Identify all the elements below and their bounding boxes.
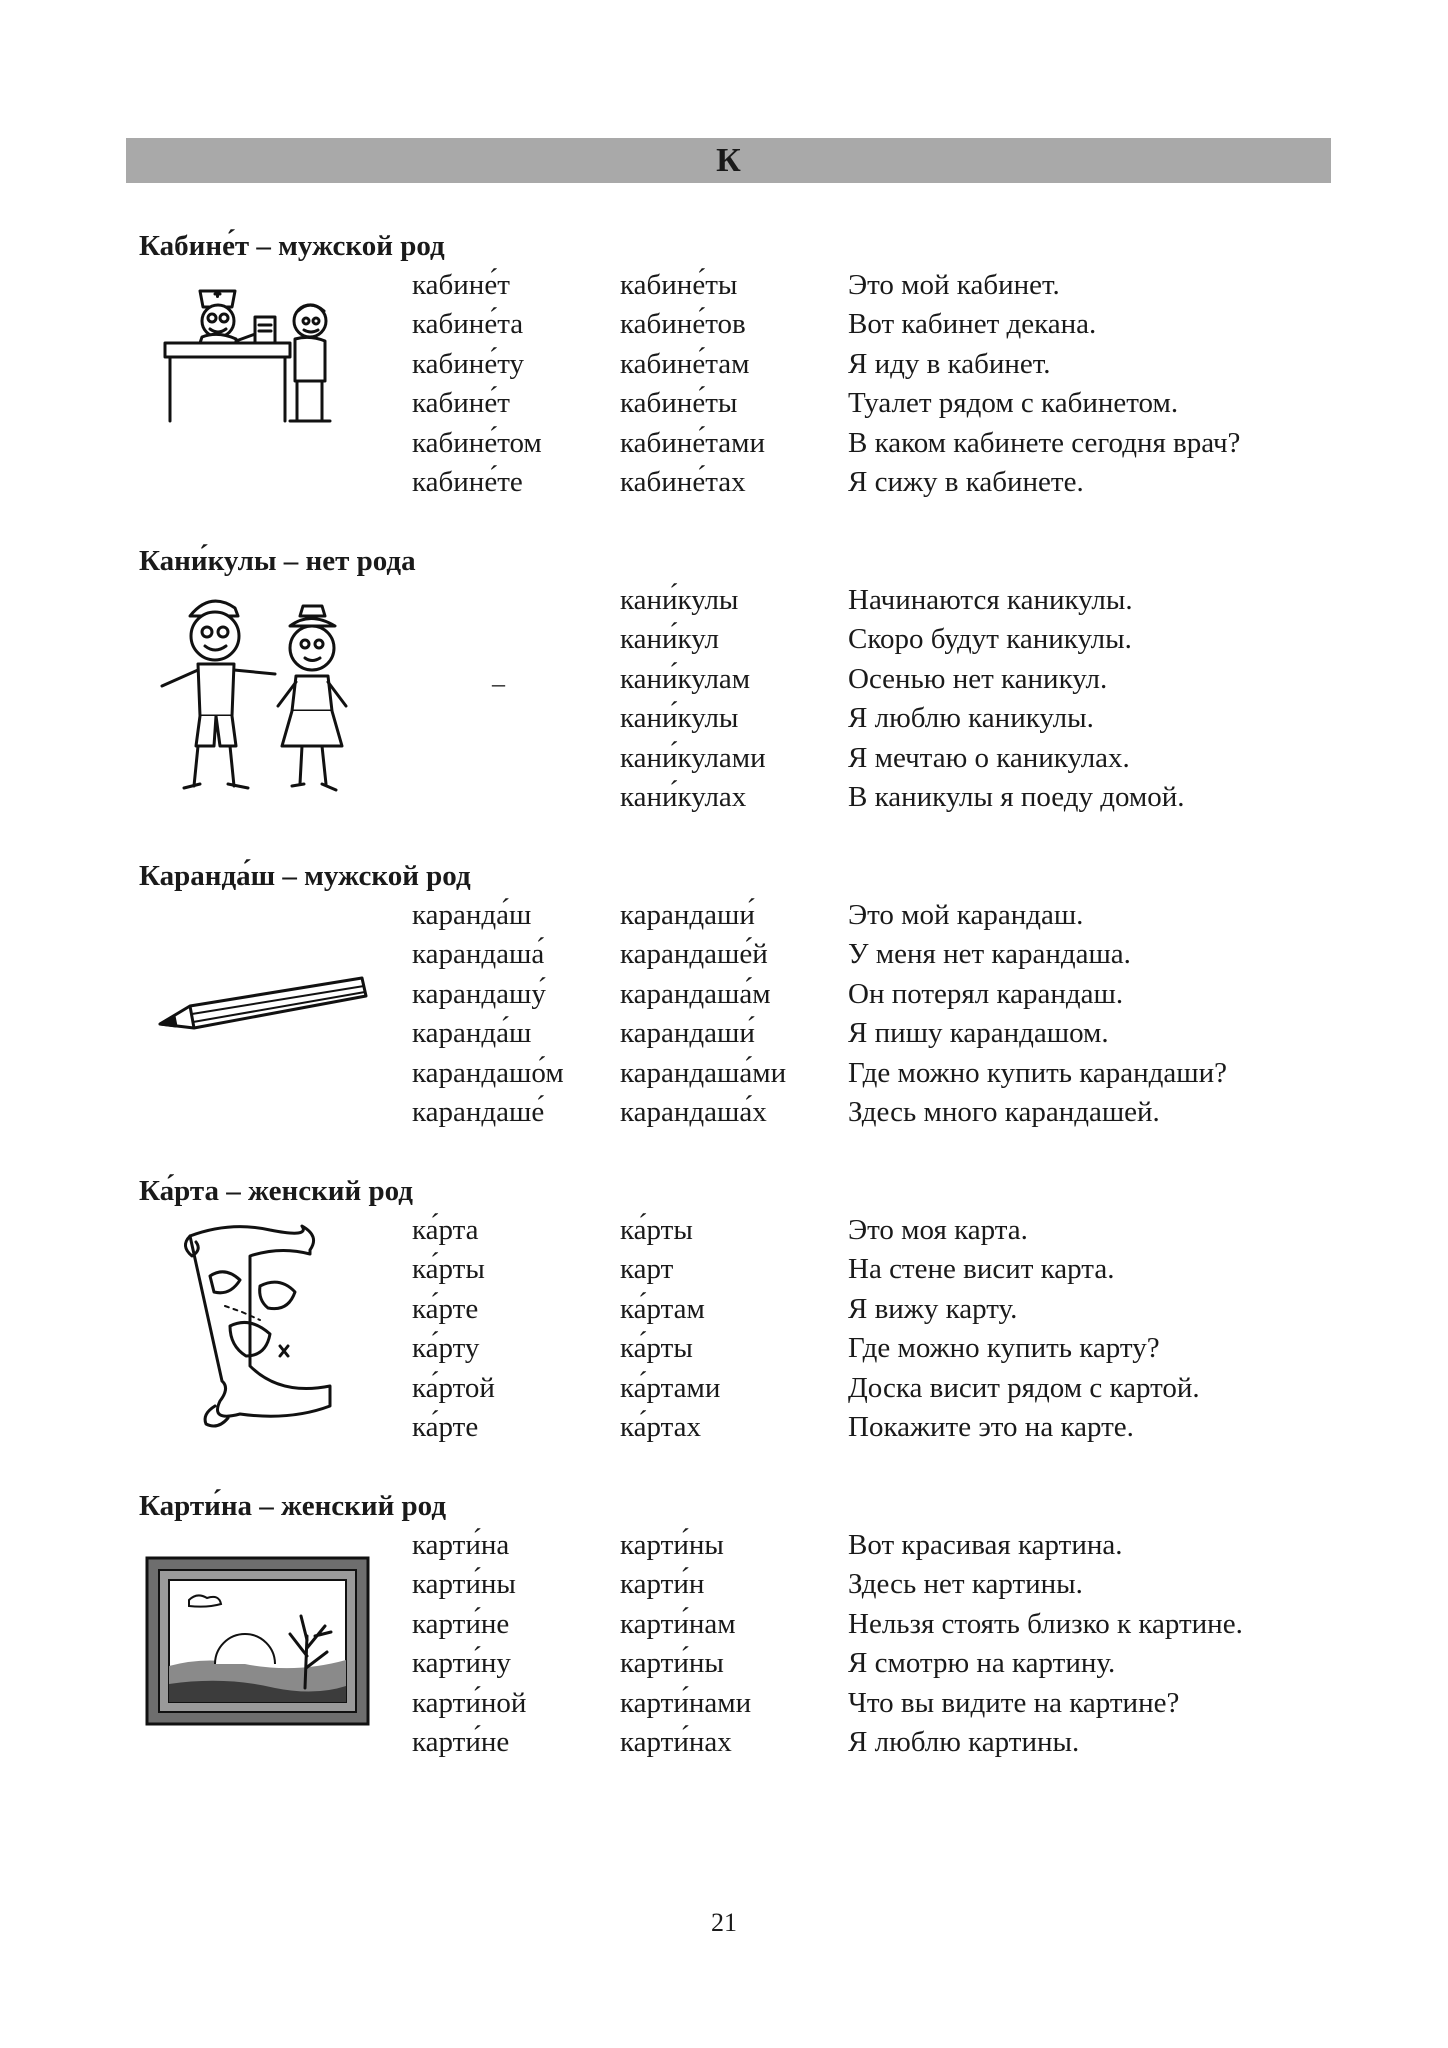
singular-form: ка́ртой bbox=[412, 1371, 495, 1404]
plural-form: кабине́ты bbox=[620, 387, 738, 420]
letter-heading: К bbox=[716, 142, 741, 179]
plural-forms bbox=[620, 896, 786, 1132]
singular-form: карандашу́ bbox=[412, 977, 546, 1010]
singular-form: карти́ны bbox=[412, 1568, 516, 1601]
plural-form: кани́кулы bbox=[620, 584, 739, 616]
example-sentence: Что вы видите на картине? bbox=[848, 1686, 1180, 1719]
singular-form: каранда́ш bbox=[412, 899, 532, 931]
example-sentence: Начинаются каникулы. bbox=[848, 584, 1133, 616]
example-sentence: В каникулы я поеду домой. bbox=[848, 780, 1185, 813]
singular-form: ка́рте bbox=[412, 1292, 479, 1325]
entry-kartina bbox=[0, 1486, 1448, 1786]
example-sentences bbox=[848, 1211, 1200, 1447]
boy-and-girl-drawing bbox=[150, 586, 370, 801]
example-sentence: Я мечтаю о каникулах. bbox=[848, 741, 1130, 774]
plural-form: карти́нах bbox=[620, 1725, 732, 1758]
plural-form: карти́нами bbox=[620, 1686, 752, 1719]
singular-form: ка́рты bbox=[412, 1253, 485, 1286]
plural-form: карти́нам bbox=[620, 1607, 736, 1640]
example-sentence: Я люблю каникулы. bbox=[848, 702, 1094, 735]
map-scroll-drawing bbox=[170, 1216, 350, 1436]
letter-heading-bar bbox=[126, 138, 1331, 183]
singular-form: ка́рте bbox=[412, 1410, 479, 1443]
plural-form: карандаши́ bbox=[620, 899, 755, 931]
plural-form: карандаша́м bbox=[620, 977, 771, 1010]
example-sentence: Вот кабинет декана. bbox=[848, 308, 1097, 341]
framed-landscape-picture bbox=[145, 1556, 370, 1726]
plural-form: карт bbox=[620, 1253, 674, 1286]
plural-form: кабине́ты bbox=[620, 269, 738, 301]
example-sentence: Это мой карандаш. bbox=[848, 899, 1084, 931]
singular-form: кабине́т bbox=[412, 387, 510, 420]
plural-form: кани́кулы bbox=[620, 702, 739, 735]
no-singular-dash: – bbox=[492, 669, 505, 698]
singular-form: ка́рта bbox=[412, 1214, 479, 1246]
plural-forms bbox=[620, 581, 766, 817]
example-sentence: Осенью нет каникул. bbox=[848, 662, 1108, 695]
example-sentences bbox=[848, 1526, 1243, 1762]
plural-form: кабине́тами bbox=[620, 426, 765, 459]
example-sentence: Я смотрю на картину. bbox=[848, 1647, 1116, 1680]
example-sentence: Здесь много карандашей. bbox=[848, 1095, 1160, 1128]
plural-form: кани́кулами bbox=[620, 741, 766, 774]
example-sentence: Где можно купить карту? bbox=[848, 1332, 1160, 1365]
plural-forms bbox=[620, 1211, 720, 1447]
plural-form: карти́ны bbox=[620, 1529, 724, 1561]
singular-form: карти́на bbox=[412, 1529, 510, 1561]
example-sentence: Я вижу карту. bbox=[848, 1292, 1018, 1325]
plural-form: кани́кул bbox=[620, 623, 719, 656]
entry-title: Кани́кулы – нет рода bbox=[139, 545, 416, 577]
plural-form: карандаша́х bbox=[620, 1095, 767, 1128]
plural-form: кабине́тов bbox=[620, 308, 746, 341]
entry-title: Кабине́т – мужской род bbox=[139, 230, 445, 262]
plural-form: карандаши́ bbox=[620, 1017, 755, 1050]
singular-form: каранда́ш bbox=[412, 1017, 532, 1050]
singular-form: ка́рту bbox=[412, 1332, 480, 1365]
entry-title: Каранда́ш – мужской род bbox=[139, 860, 471, 892]
plural-form: карандаша́ми bbox=[620, 1056, 787, 1089]
plural-form: карти́ны bbox=[620, 1647, 724, 1680]
singular-form: карти́ну bbox=[412, 1647, 511, 1680]
singular-forms bbox=[412, 266, 542, 502]
example-sentence: Я пишу карандашом. bbox=[848, 1017, 1109, 1050]
example-sentence: Он потерял карандаш. bbox=[848, 977, 1124, 1010]
page-number: 21 bbox=[711, 1908, 737, 1937]
example-sentence: Нельзя стоять близко к картине. bbox=[848, 1607, 1243, 1640]
singular-form: кабине́ту bbox=[412, 347, 524, 380]
entry-kabinet bbox=[0, 226, 1448, 526]
example-sentence: Скоро будут каникулы. bbox=[848, 623, 1132, 656]
plural-form: карандаше́й bbox=[620, 938, 768, 971]
plural-form: карти́н bbox=[620, 1568, 705, 1601]
singular-forms bbox=[412, 896, 564, 1132]
entry-title: Карти́на – женский род bbox=[139, 1490, 446, 1522]
singular-form: карти́ной bbox=[412, 1686, 527, 1719]
plural-form: кабине́тах bbox=[620, 465, 746, 498]
plural-form: ка́ртами bbox=[620, 1371, 721, 1404]
example-sentence: У меня нет карандаша. bbox=[848, 938, 1131, 971]
plural-form: ка́ртам bbox=[620, 1292, 705, 1325]
plural-form: кани́кулам bbox=[620, 662, 751, 695]
example-sentence: В каком кабинете сегодня врач? bbox=[848, 426, 1241, 459]
singular-form: карти́не bbox=[412, 1725, 510, 1758]
singular-form: кабине́те bbox=[412, 465, 523, 498]
example-sentence: Туалет рядом с кабинетом. bbox=[848, 387, 1179, 420]
example-sentence: Я сижу в кабинете. bbox=[848, 465, 1084, 498]
example-sentence: Здесь нет картины. bbox=[848, 1568, 1083, 1601]
example-sentences bbox=[848, 581, 1185, 817]
plural-forms bbox=[620, 1526, 751, 1762]
plural-form: кани́кулах bbox=[620, 780, 747, 813]
doctor-and-patient-drawing bbox=[140, 281, 340, 441]
entry-kanikuly bbox=[0, 541, 1448, 841]
singular-form: карандаша́ bbox=[412, 938, 545, 971]
singular-form: карандашо́м bbox=[412, 1056, 564, 1089]
example-sentence: Доска висит рядом с картой. bbox=[848, 1371, 1200, 1404]
example-sentence: На стене висит карта. bbox=[848, 1253, 1115, 1286]
plural-form: ка́рты bbox=[620, 1214, 693, 1246]
example-sentence: Это мой кабинет. bbox=[848, 269, 1060, 301]
example-sentence: Вот красивая картина. bbox=[848, 1529, 1123, 1561]
plural-form: ка́ртах bbox=[620, 1410, 702, 1443]
example-sentence: Это моя карта. bbox=[848, 1214, 1028, 1246]
singular-forms bbox=[412, 1526, 526, 1762]
example-sentences bbox=[848, 266, 1240, 502]
singular-form: кабине́т bbox=[412, 269, 510, 301]
plural-form: кабине́там bbox=[620, 347, 750, 380]
entry-karta bbox=[0, 1171, 1448, 1471]
singular-form: кабине́том bbox=[412, 426, 542, 459]
singular-form: кабине́та bbox=[412, 308, 524, 341]
entry-title: Ка́рта – женский род bbox=[139, 1175, 413, 1207]
plural-form: ка́рты bbox=[620, 1332, 693, 1365]
example-sentence: Где можно купить карандаши? bbox=[848, 1056, 1228, 1089]
example-sentence: Я люблю картины. bbox=[848, 1725, 1080, 1758]
entry-karandash bbox=[0, 856, 1448, 1156]
pencil-drawing bbox=[150, 966, 380, 1046]
singular-forms bbox=[412, 1211, 495, 1447]
singular-form: карандаше́ bbox=[412, 1095, 545, 1128]
example-sentence: Покажите это на карте. bbox=[848, 1410, 1134, 1443]
example-sentences bbox=[848, 896, 1227, 1132]
singular-form: карти́не bbox=[412, 1607, 510, 1640]
plural-forms bbox=[620, 266, 765, 502]
example-sentence: Я иду в кабинет. bbox=[848, 347, 1051, 380]
